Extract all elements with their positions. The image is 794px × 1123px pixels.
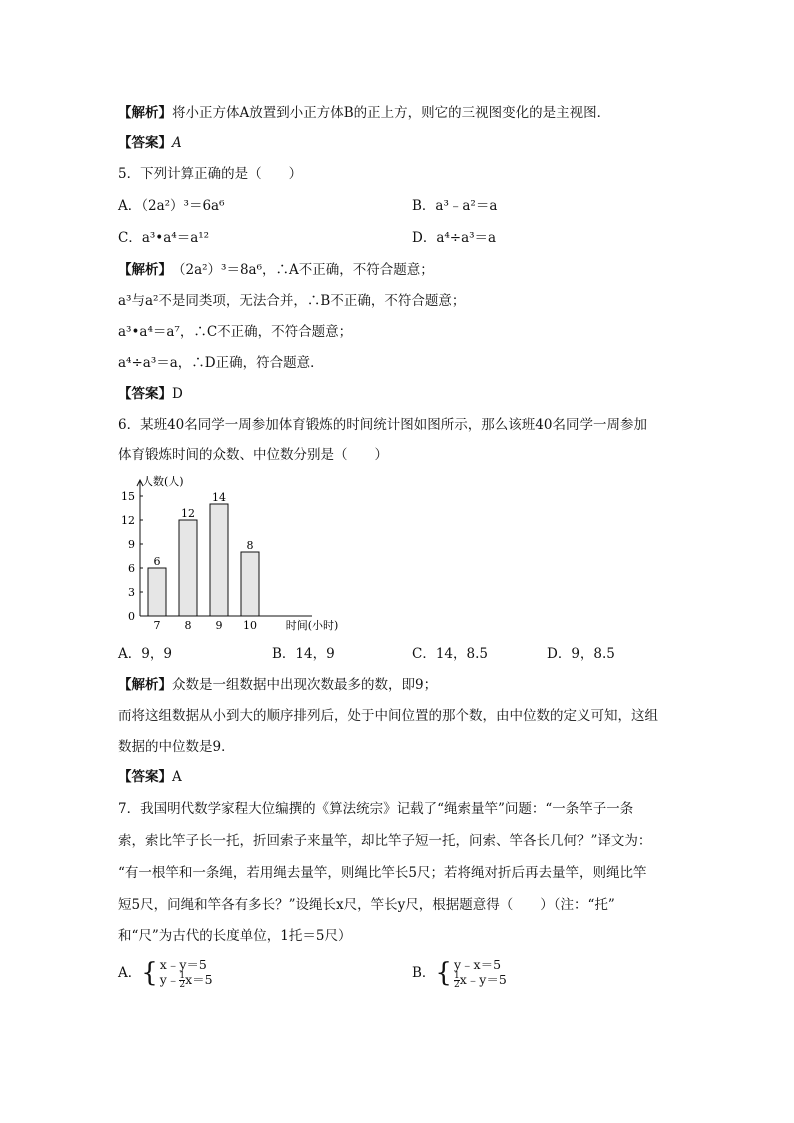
x-axis-label: 时间(小时) <box>285 619 339 632</box>
y-tick-label: 12 <box>121 514 135 527</box>
q6-option-c: C．14，8.5 <box>412 646 488 662</box>
x-tick-label: 7 <box>153 619 161 632</box>
q5-analysis-text: （2a²）³＝8a⁶，∴A不正确，不符合题意； <box>172 262 434 278</box>
bar <box>210 504 228 616</box>
y-tick-label: 6 <box>128 562 135 575</box>
q5-option-a: A．（2a²）³＝6a⁶ <box>118 198 225 214</box>
q4-analysis-text: 将小正方体A放置到小正方体B的正上方，则它的三视图变化的是主视图． <box>172 105 611 121</box>
q7-option-a <box>118 957 213 989</box>
bar <box>241 552 259 616</box>
bar <box>179 520 197 616</box>
q6-stem-line-1: 6．某班40名同学一周参加体育锻炼的时间统计图如图所示，那么该班40名同学一周参加 <box>118 417 647 433</box>
q5-option-b: B．a³﹣a²＝a <box>412 198 498 214</box>
q7-line-1: 7．我国明代数学家程大位编撰的《算法统宗》记载了“绳索量竿”问题：“一条竿子一条 <box>118 801 634 817</box>
q5-answer <box>118 385 183 403</box>
y-tick-label: 9 <box>128 538 135 551</box>
fraction-numerator: 1 <box>179 971 186 981</box>
q5-analysis-line-2: a³与a²不是同类项，无法合并，∴B不正确，不符合题意； <box>118 293 466 309</box>
q6-analysis-text: 众数是一组数据中出现次数最多的数，即9； <box>172 677 438 693</box>
brace-icon: { <box>141 958 158 988</box>
q6-option-b: B．14，9 <box>272 646 335 662</box>
q6-stem-line-2: 体育锻炼时间的众数、中位数分别是（ ） <box>118 447 388 463</box>
eq2-right: x＝5 <box>185 972 213 987</box>
q5-option-c: C．a³•a⁴＝a¹² <box>118 230 210 246</box>
x-tick-label: 9 <box>215 619 223 632</box>
fraction-denominator: 2 <box>179 980 186 990</box>
q7-option-a-label: A． <box>118 965 142 981</box>
q7-option-b <box>412 957 507 989</box>
analysis-tag: 【解析】 <box>118 105 172 121</box>
q6-analysis-line-3: 数据的中位数是9． <box>118 739 235 755</box>
q7-line-2: 索，索比竿子长一托，折回索子来量竿，却比竿子短一托，问索、竿各长几何？”译文为： <box>118 833 652 849</box>
bar-value-label: 8 <box>246 539 254 552</box>
q5-analysis-line-4: a⁴÷a³＝a，∴D正确，符合题意． <box>118 355 324 371</box>
answer-tag: 【答案】 <box>118 135 172 151</box>
analysis-tag: 【解析】 <box>118 262 172 278</box>
answer-tag: 【答案】 <box>118 769 172 785</box>
q5-analysis-line-1 <box>118 261 434 279</box>
q7-line-4: 短5尺，问绳和竿各有多长？”设绳长x尺，竿长y尺，根据题意得（ ）（注：“托” <box>118 897 615 913</box>
bar <box>148 568 166 616</box>
eq2-left: y﹣ <box>159 972 180 987</box>
q6-option-a: A．9，9 <box>118 646 172 662</box>
q6-answer-text: A <box>172 769 182 785</box>
q5-option-d: D．a⁴÷a³＝a <box>412 230 497 246</box>
q5-analysis-line-3: a³•a⁴＝a⁷，∴C不正确，不符合题意； <box>118 324 353 340</box>
bar-chart <box>108 470 368 635</box>
fraction-denominator: 2 <box>453 980 460 990</box>
bar-value-label: 6 <box>153 555 161 568</box>
y-axis-label: 人数(人) <box>142 475 184 488</box>
brace-icon: { <box>435 958 452 988</box>
q6-answer <box>118 768 182 786</box>
eq2-right: x﹣y＝5 <box>459 972 507 987</box>
y-tick-label: 0 <box>128 610 135 623</box>
y-tick-label: 15 <box>121 490 135 503</box>
equation-system <box>160 957 213 989</box>
equation-1: y﹣x＝5 <box>453 957 502 972</box>
q7-option-b-label: B． <box>412 965 436 981</box>
q4-answer-text: A <box>172 135 182 151</box>
q6-option-d: D．9，8.5 <box>547 646 615 662</box>
x-tick-label: 8 <box>184 619 192 632</box>
q4-answer <box>118 134 182 152</box>
equation-system <box>454 957 507 989</box>
equation-1: x﹣y＝5 <box>159 957 207 972</box>
q5-answer-text: D <box>172 386 183 402</box>
q7-line-3: “有一根竿和一条绳，若用绳去量竿，则绳比竿长5尺；若将绳对折后再去量竿，则绳比竿 <box>118 865 647 881</box>
x-tick-label: 10 <box>243 619 257 632</box>
answer-tag: 【答案】 <box>118 386 172 402</box>
y-tick-label: 3 <box>128 586 135 599</box>
fraction-numerator: 1 <box>453 971 460 981</box>
bar-value-label: 14 <box>212 491 226 504</box>
q4-analysis <box>118 104 610 122</box>
equation-2 <box>160 972 213 989</box>
q5-stem: 5．下列计算正确的是（ ） <box>118 166 303 182</box>
equation-2 <box>454 972 507 989</box>
q6-analysis-line-2: 而将这组数据从小到大的顺序排列后，处于中间位置的那个数，由中位数的定义可知，这组 <box>118 708 658 724</box>
q7-line-5: 和“尺”为古代的长度单位，1托＝5尺） <box>118 928 352 944</box>
bar-value-label: 12 <box>181 507 195 520</box>
chart-layer <box>121 474 338 632</box>
q6-analysis-line-1 <box>118 676 437 694</box>
analysis-tag: 【解析】 <box>118 677 172 693</box>
